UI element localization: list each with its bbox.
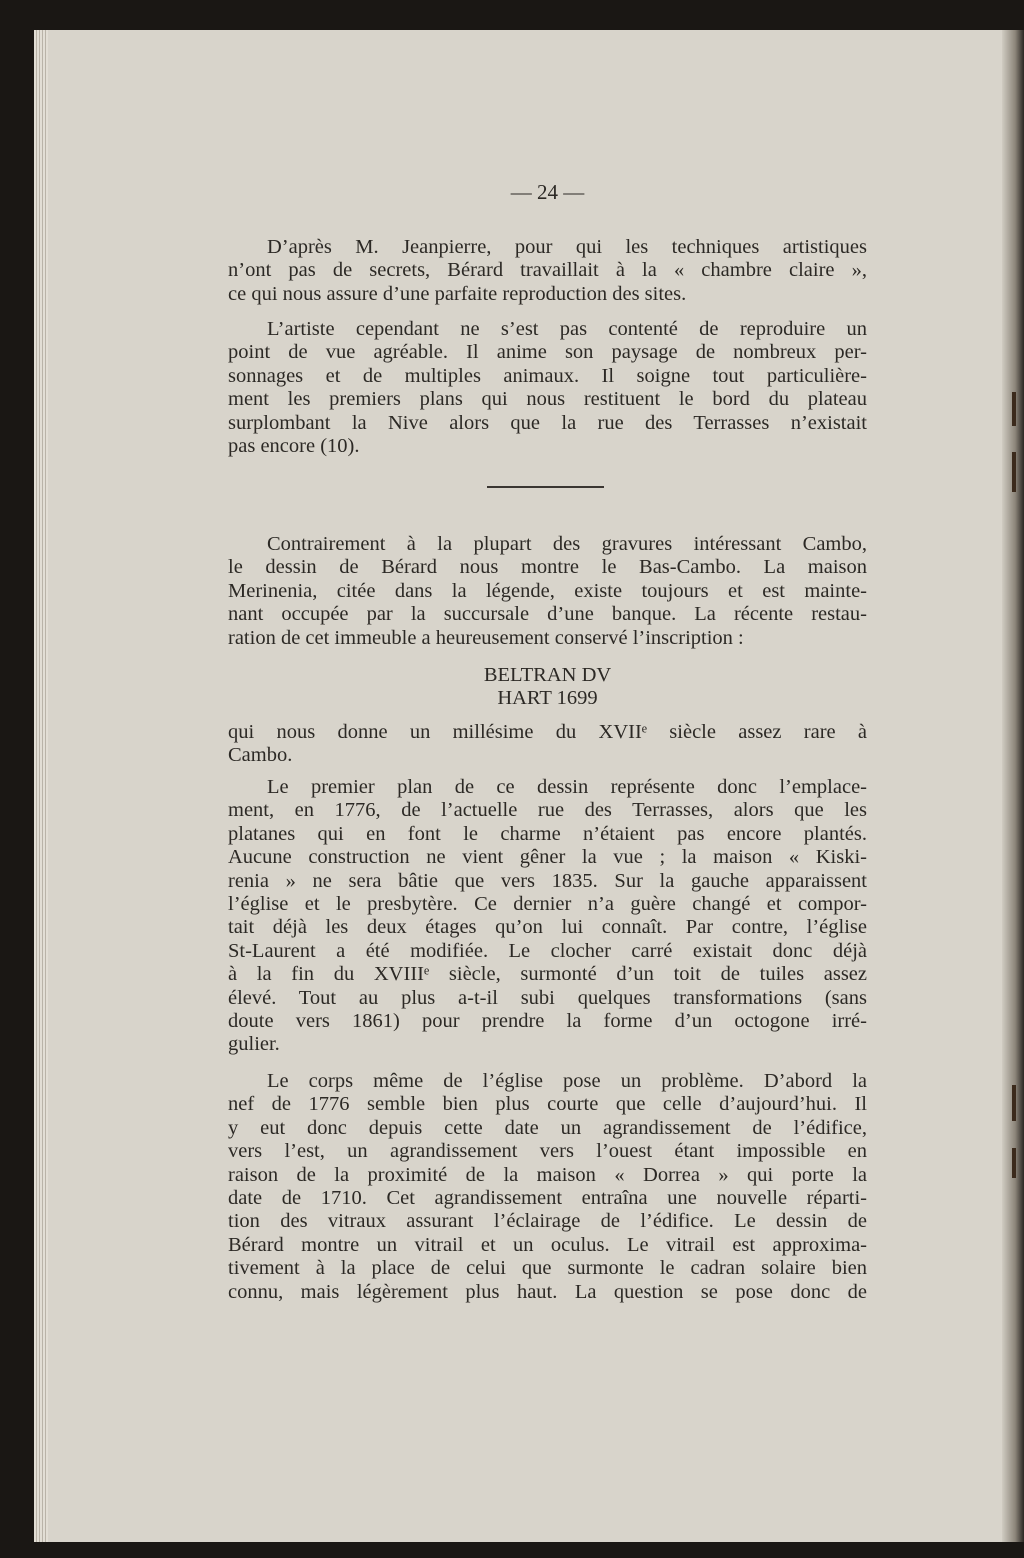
text-line: Merinenia, citée dans la légende, existe toujours et est mainte- bbox=[228, 579, 867, 602]
paragraph bbox=[228, 318, 867, 458]
text-line: Cambo. bbox=[228, 744, 293, 767]
text-line: à la fin du XVIIIᵉ siècle, surmonté d’un toit de tuiles assez bbox=[228, 963, 867, 986]
paragraph bbox=[228, 236, 867, 306]
text-line: point de vue agréable. Il anime son paysage de nombreux per- bbox=[228, 341, 867, 364]
paragraph bbox=[228, 721, 867, 768]
text-line: L’artiste cependant ne s’est pas contenté de reproduire un bbox=[267, 318, 867, 340]
text-line: date de 1710. Cet agrandissement entraîna une nouvelle réparti- bbox=[228, 1186, 867, 1209]
inscription bbox=[228, 664, 867, 711]
text-line: ment, en 1776, de l’actuelle rue des Terrasses, alors que les bbox=[228, 799, 867, 822]
text-line: renia » ne sera bâtie que vers 1835. Sur la gauche apparaissent bbox=[228, 869, 867, 892]
paragraph bbox=[228, 776, 867, 1057]
text-line: D’après M. Jeanpierre, pour qui les techniques artistiques bbox=[267, 236, 867, 258]
text-line: Le premier plan de ce dessin représente donc l’emplace- bbox=[267, 776, 867, 798]
binding-mark bbox=[1012, 452, 1016, 492]
text-line: n’ont pas de secrets, Bérard travaillait à la « chambre claire », bbox=[228, 259, 867, 282]
binding-mark bbox=[1012, 392, 1016, 426]
binding-mark bbox=[1012, 1085, 1016, 1121]
text-line: tion des vitraux assurant l’éclairage de l’édifice. Le dessin de bbox=[228, 1210, 867, 1233]
section-divider bbox=[487, 486, 604, 488]
text-line: surplombant la Nive alors que la rue des Terrasses n’existait bbox=[228, 411, 867, 434]
page-number: — 24 — bbox=[510, 180, 585, 204]
text-line: tait déjà les deux étages qu’on lui connaît. Par contre, l’église bbox=[228, 916, 867, 939]
text-line: Contrairement à la plupart des gravures intéressant Cambo, bbox=[267, 533, 867, 555]
text-line: Le corps même de l’église pose un problème. D’abord la bbox=[267, 1070, 867, 1092]
text-line: nant occupée par la succursale d’une banque. La récente restau- bbox=[228, 603, 867, 626]
paragraph bbox=[228, 1070, 867, 1304]
inscription-line: HART 1699 bbox=[497, 687, 598, 710]
inscription-line: BELTRAN DV bbox=[483, 664, 612, 686]
text-line: nef de 1776 semble bien plus courte que celle d’aujourd’hui. Il bbox=[228, 1093, 867, 1116]
text-line: l’église et le presbytère. Ce dernier n’a guère changé et compor- bbox=[228, 892, 867, 915]
text-line: doute vers 1861) pour prendre la forme d’un octogone irré- bbox=[228, 1009, 867, 1032]
text-line: qui nous donne un millésime du XVIIᵉ siècle assez rare à bbox=[228, 721, 867, 743]
text-line: ration de cet immeuble a heureusement conservé l’inscription : bbox=[228, 626, 744, 649]
text-line: sonnages et de multiples animaux. Il soigne tout particulière- bbox=[228, 364, 867, 387]
text-line: vers l’est, un agrandissement vers l’ouest étant impossible en bbox=[228, 1140, 867, 1163]
text-line: élevé. Tout au plus a-t-il subi quelques transformations (sans bbox=[228, 986, 867, 1009]
text-line: y eut donc depuis cette date un agrandissement de l’édifice, bbox=[228, 1116, 867, 1139]
text-line: Aucune construction ne vient gêner la vue ; la maison « Kiski- bbox=[228, 846, 867, 869]
text-line: tivement à la place de celui que surmonte le cadran solaire bien bbox=[228, 1257, 867, 1280]
text-line: le dessin de Bérard nous montre le Bas-Cambo. La maison bbox=[228, 556, 867, 579]
text-line: ce qui nous assure d’une parfaite reproduction des sites. bbox=[228, 282, 687, 305]
page-gutter-shadow bbox=[1002, 30, 1024, 1542]
text-line: pas encore (10). bbox=[228, 434, 360, 457]
text-line: platanes qui en font le charme n’étaient pas encore plantés. bbox=[228, 822, 867, 845]
text-line: gulier. bbox=[228, 1033, 280, 1056]
text-line: raison de la proximité de la maison « Dorrea » qui porte la bbox=[228, 1163, 867, 1186]
paragraph bbox=[228, 533, 867, 650]
binding-mark bbox=[1012, 1148, 1016, 1178]
page-stack-edge bbox=[34, 30, 48, 1542]
text-line: ment les premiers plans qui nous restituent le bord du plateau bbox=[228, 388, 867, 411]
text-line: connu, mais légèrement plus haut. La question se pose donc de bbox=[228, 1280, 867, 1303]
text-line: Bérard montre un vitrail et un oculus. Le vitrail est approxima- bbox=[228, 1233, 867, 1256]
text-line: St-Laurent a été modifiée. Le clocher carré existait donc déjà bbox=[228, 939, 867, 962]
